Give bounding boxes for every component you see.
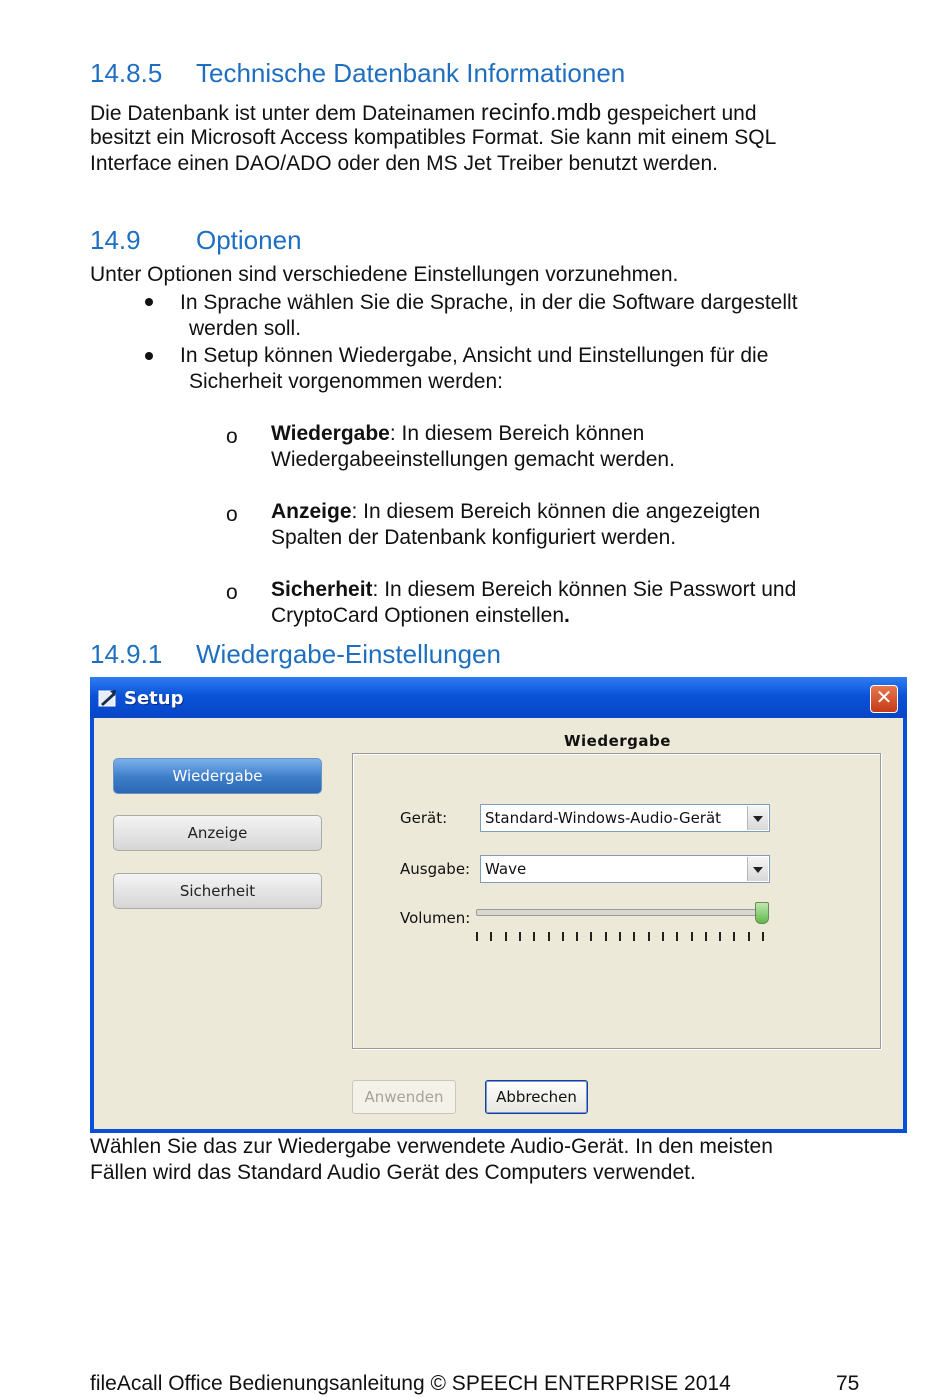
chevron-down-icon[interactable] bbox=[747, 857, 768, 881]
device-select[interactable] bbox=[480, 804, 770, 832]
section-title: Optionen bbox=[196, 225, 302, 255]
device-label: Gerät: bbox=[400, 809, 448, 827]
setup-window bbox=[90, 677, 907, 1133]
volume-label: Volumen: bbox=[400, 909, 471, 927]
text-span: : In diesem Bereich können bbox=[389, 422, 645, 445]
text-span: Die Datenbank ist unter dem Dateinamen bbox=[90, 102, 482, 125]
sub-bullet-line: Spalten der Datenbank konfiguriert werden. bbox=[271, 526, 677, 549]
paragraph-line: Interface einen DAO/ADO oder den MS Jet Treiber benutzt werden. bbox=[90, 152, 718, 175]
paragraph-line bbox=[90, 99, 757, 127]
bullet-icon bbox=[145, 352, 153, 360]
volume-tick bbox=[576, 932, 578, 941]
output-select[interactable] bbox=[480, 855, 770, 883]
sub-bullet-line bbox=[271, 577, 796, 603]
bold-term: Anzeige bbox=[271, 500, 352, 523]
text-span: : In diesem Bereich können Sie Passwort und bbox=[372, 578, 797, 601]
bullet-line: Sicherheit vorgenommen werden: bbox=[189, 370, 503, 393]
circle-bullet-icon: o bbox=[226, 503, 238, 526]
chevron-down-icon[interactable] bbox=[747, 806, 768, 830]
section-number: 14.8.5 bbox=[90, 58, 163, 88]
volume-tick bbox=[748, 932, 750, 941]
output-label: Ausgabe: bbox=[400, 860, 471, 878]
volume-tick bbox=[762, 932, 764, 941]
footer-text: fileAcall Office Bedienungsanleitung © SPEECH ENTERPRISE 2014 bbox=[90, 1372, 731, 1395]
volume-tick bbox=[648, 932, 650, 941]
bullet-line: werden soll. bbox=[189, 317, 302, 340]
paragraph-line: Wählen Sie das zur Wiedergabe verwendete Audio-Gerät. In den meisten bbox=[90, 1135, 773, 1158]
bold-term: Wiedergabe bbox=[271, 422, 390, 445]
volume-tick bbox=[533, 932, 535, 941]
volume-tick bbox=[705, 932, 707, 941]
volume-tick bbox=[490, 932, 492, 941]
close-icon: ✕ bbox=[875, 687, 893, 709]
section-heading-14-9-1 bbox=[90, 639, 501, 670]
volume-tick bbox=[733, 932, 735, 941]
sub-bullet-line bbox=[271, 603, 570, 629]
circle-bullet-icon: o bbox=[226, 581, 238, 604]
volume-tick bbox=[662, 932, 664, 941]
sub-bullet-line: Wiedergabeeinstellungen gemacht werden. bbox=[271, 448, 675, 471]
volume-tick bbox=[633, 932, 635, 941]
bold-term: Sicherheit bbox=[271, 578, 373, 601]
bullet-line: In Setup können Wiedergabe, Ansicht und Einstellungen für die bbox=[180, 344, 769, 367]
section-heading-14-9 bbox=[90, 225, 302, 256]
apply-button[interactable]: Anwenden bbox=[352, 1080, 456, 1114]
sub-bullet-line bbox=[271, 421, 644, 447]
filename: recinfo.mdb bbox=[481, 99, 602, 125]
section-title: Technische Datenbank Informationen bbox=[196, 58, 626, 88]
page-number: 75 bbox=[836, 1372, 860, 1395]
setup-app-icon bbox=[98, 688, 118, 708]
nav-button-wiedergabe[interactable]: Wiedergabe bbox=[113, 758, 322, 794]
bullet-icon bbox=[145, 298, 153, 306]
paragraph-line: Fällen wird das Standard Audio Gerät des Computers verwendet. bbox=[90, 1161, 696, 1184]
volume-tick bbox=[519, 932, 521, 941]
volume-tick bbox=[590, 932, 592, 941]
volume-tick bbox=[691, 932, 693, 941]
window-client-area bbox=[94, 718, 903, 1129]
volume-tick bbox=[548, 932, 550, 941]
paragraph-line: Unter Optionen sind verschiedene Einstellungen vorzunehmen. bbox=[90, 263, 679, 286]
text-span: gespeichert und bbox=[601, 102, 757, 125]
text-span: : In diesem Bereich können die angezeigten bbox=[351, 500, 761, 523]
close-button[interactable] bbox=[870, 685, 898, 713]
circle-bullet-icon: o bbox=[226, 425, 238, 448]
paragraph-line: besitzt ein Microsoft Access kompatibles Format. Sie kann mit einem SQL bbox=[90, 126, 777, 149]
volume-tick bbox=[476, 932, 478, 941]
volume-slider-thumb[interactable] bbox=[755, 902, 769, 924]
nav-button-sicherheit[interactable]: Sicherheit bbox=[113, 873, 322, 909]
section-number: 14.9 bbox=[90, 225, 141, 255]
bold-period: . bbox=[564, 604, 570, 627]
section-heading-14-8-5 bbox=[90, 58, 625, 89]
volume-tick bbox=[719, 932, 721, 941]
volume-tick bbox=[676, 932, 678, 941]
output-select-value: Wave bbox=[485, 860, 527, 878]
nav-button-anzeige[interactable]: Anzeige bbox=[113, 815, 322, 851]
device-select-value: Standard-Windows-Audio-Gerät bbox=[485, 809, 722, 827]
text-span: CryptoCard Optionen einstellen bbox=[271, 604, 564, 627]
volume-slider-track[interactable] bbox=[476, 909, 768, 916]
section-title: Wiedergabe-Einstellungen bbox=[196, 639, 501, 669]
window-title: Setup bbox=[124, 688, 184, 709]
cancel-button[interactable]: Abbrechen bbox=[485, 1080, 588, 1114]
volume-tick bbox=[505, 932, 507, 941]
panel-title: Wiedergabe bbox=[564, 732, 671, 750]
volume-tick bbox=[619, 932, 621, 941]
window-titlebar[interactable] bbox=[90, 677, 907, 718]
sub-bullet-line bbox=[271, 499, 760, 525]
bullet-line: In Sprache wählen Sie die Sprache, in der die Software dargestellt bbox=[180, 291, 798, 314]
volume-tick bbox=[562, 932, 564, 941]
settings-panel bbox=[352, 753, 881, 1049]
volume-tick bbox=[605, 932, 607, 941]
section-number: 14.9.1 bbox=[90, 639, 163, 669]
